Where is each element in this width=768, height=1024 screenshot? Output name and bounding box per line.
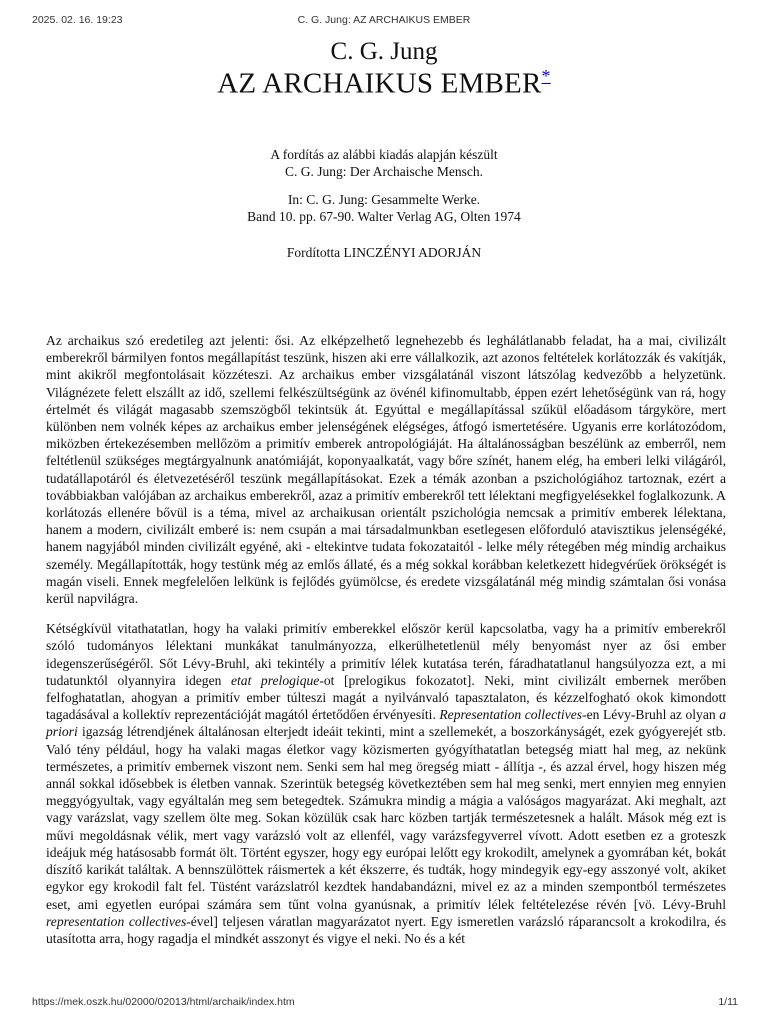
paragraph-2: Kétségkívül vitathatatlan, hogy ha valaki primitív emberekkel először kerül kapcsolatba, vagy ha a primitív emberekről szóló tudományos lélektani munkákat tanulmányozza, elkerülhetetlenül mély benyomást nyer az ősi ember idegenszerűségéről. Sőt Lévy-Bruhl, aki tekintély a primitív lélek kutatása terén, fáradhatatlanul hangsúlyozza ezt, a mi tudatunktól olyannyira idegen etat prelogique-ot [prelogikus fokozatot]. Neki, mint civilizált embernek merőben felfoghatatlan, ahogyan a primitív ember túlteszi magát a nyilvánvaló tapasztalaton, és kézzelfogható okok kimondott tagadásával a kollektív reprezentációját magától értetődően érvényesíti. Representation collectives-en Lévy-Bruhl az olyan a priori igazság létrendjének általánosan elterjedt ideáit tekinti, mint a szellemekét, a boszorkányságét, ezek gyógyerejét stb. Való tény például, hogy ha valaki magas életkor vagy közismerten gyógyíthatatlan betegség miatt hal meg, az nekünk természetes, a primitív embernek viszont nem. Senki sem hal meg öregség miatt - állítja -, és azzal érvel, hogy hiszen még annál sokkal idősebbek is életben vannak. Szerintük betegség következtében sem hal meg senki, mert ennyien meg ennyien meggyógyultak, vagy egyáltalán meg sem betegedtek. Számukra mindig a mágia a valóságos magyarázat. Aki meghalt, azt vagy varázslat, vagy szellem ölte meg. Sokan közülük csak harc közben tartják természetesnek a halált. Mások még ezt is művi megoldásnak vélik, mert vagy varázsló volt az ellenfél, vagy varázsfegyverrel vívott. Adott esetben ez a groteszk ideájuk még hatásosabb formát ölt. Történt egyszer, hogy egy európai lelőtt egy krokodilt, amelynek a gyomrában két, bokát díszítő karikát találtak. A bennszülöttek ráismertek a két ékszerre, és tudták, hogy mindegyik egy-egy asszonyé volt, akiket egykor egy krokodil falt fel. Tüstént varázslatról kezdtek handabandázni, mivel ez az a minden szempontból természetes eset, ami egyetlen európai számára sem tűnt volna gyanúsnak, a primitív lélek feltételezése révén [vö. Lévy-Bruhl representation collectives-ével] teljesen váratlan magyarázatot nyert. Egy ismeretlen varázsló ráparancsolt a krokodilra, és utasította arra, hogy ragadja el mindkét asszonyt és vigye el neki. No és a két [46, 621, 726, 946]
source-line-1: A fordítás az alábbi kiadás alapján készült [270, 147, 498, 162]
print-doc-title: C. G. Jung: AZ ARCHAIKUS EMBER [297, 14, 471, 26]
author: C. G. Jung [330, 38, 438, 65]
print-url: https://mek.oszk.hu/02000/02013/html/archaik/index.htm [32, 996, 295, 1008]
source-info-2 [0, 191, 768, 225]
paragraph-1: Az archaikus szó eredetileg azt jelenti: ősi. Az elképzelhető legnehezebb és leghálátlanabb feladat, ha a mai, civilizált emberekről bármilyen fontos megállapítást teszünk, hiszen aki erre vállalkozik, azt azonos feltételek korlátozzák és vakítják, mint akikről megfontolásait közzéteszi. Az archaikus ember vizsgálatánál viszont látszólag kedvezőbb a helyzetünk. Világnézete felett elszállt az idő, szellemi felkészültségünk az övénél kifinomultabb, éppen ezért lehetőségünk van rá, hogy értelmét és világát magasabb szemszögből tekintsük át. Egyúttal e megállapítással szűkül előadásom tárgyköre, mert különben nem volnék képes az archaikus ember jelenségének elégséges, átfogó ismertetésére. Ugyanis erre korlátozódom, miközben értekezésemben mellőzöm a primitív emberek antropológiáját. Ha általánosságban beszélünk az emberről, nem feltétlenül szükséges megtárgyalnunk anatómiáját, koponyaalkatát, vagy bőre színét, hanem elég, ha emberi lelki világáról, tudatállapotáról és életvezetéséről teszünk megállapításokat. Ezek a témák azonban a pszichológiához tartoznak, ezért a továbbiakban valójában az archaikus emberekről, azaz a primitív emberekről tett lélektani megfigyelésekkel foglalkozunk. A korlátozás ellenére bővül is a téma, mivel az archaikusan orientált pszichológia nemcsak a primitív emberek lélektana, hanem a modern, civilizált emberé is: nem csupán a mai társadalmunkban esetlegesen előforduló atavisztikus jelenségéké, hanem nagyjából minden civilizált egyéné, aki - eltekintve tudata fokozataitól - lelke mély rétegében még mindig archaikus személy. Megállapították, hogy testünk még az emlős állaté, és a még sokkal korábban keletkezett hidegvérűek örökségét is magán viseli. Ennek megfelelően lelkünk is fejlődés gyümölcse, és eredete vizsgálatánál még mindig számtalan ősi vonása kerül napvilágra. [46, 333, 726, 607]
source-line-2: C. G. Jung: Der Archaische Mensch. [285, 164, 483, 179]
body-text [46, 332, 726, 960]
footnote-link[interactable]: * [541, 66, 551, 86]
translator: Fordította LINCZÉNYI ADORJÁN [286, 245, 482, 260]
title-text: AZ ARCHAIKUS EMBER [217, 67, 542, 100]
source-line-3: In: C. G. Jung: Gesammelte Werke. [287, 192, 481, 207]
print-datetime: 2025. 02. 16. 19:23 [32, 14, 123, 26]
page-title [0, 66, 768, 101]
source-line-4: Band 10. pp. 67-90. Walter Verlag AG, Olten 1974 [247, 209, 521, 224]
page-number: 1/11 [718, 996, 738, 1008]
source-info [0, 146, 768, 180]
